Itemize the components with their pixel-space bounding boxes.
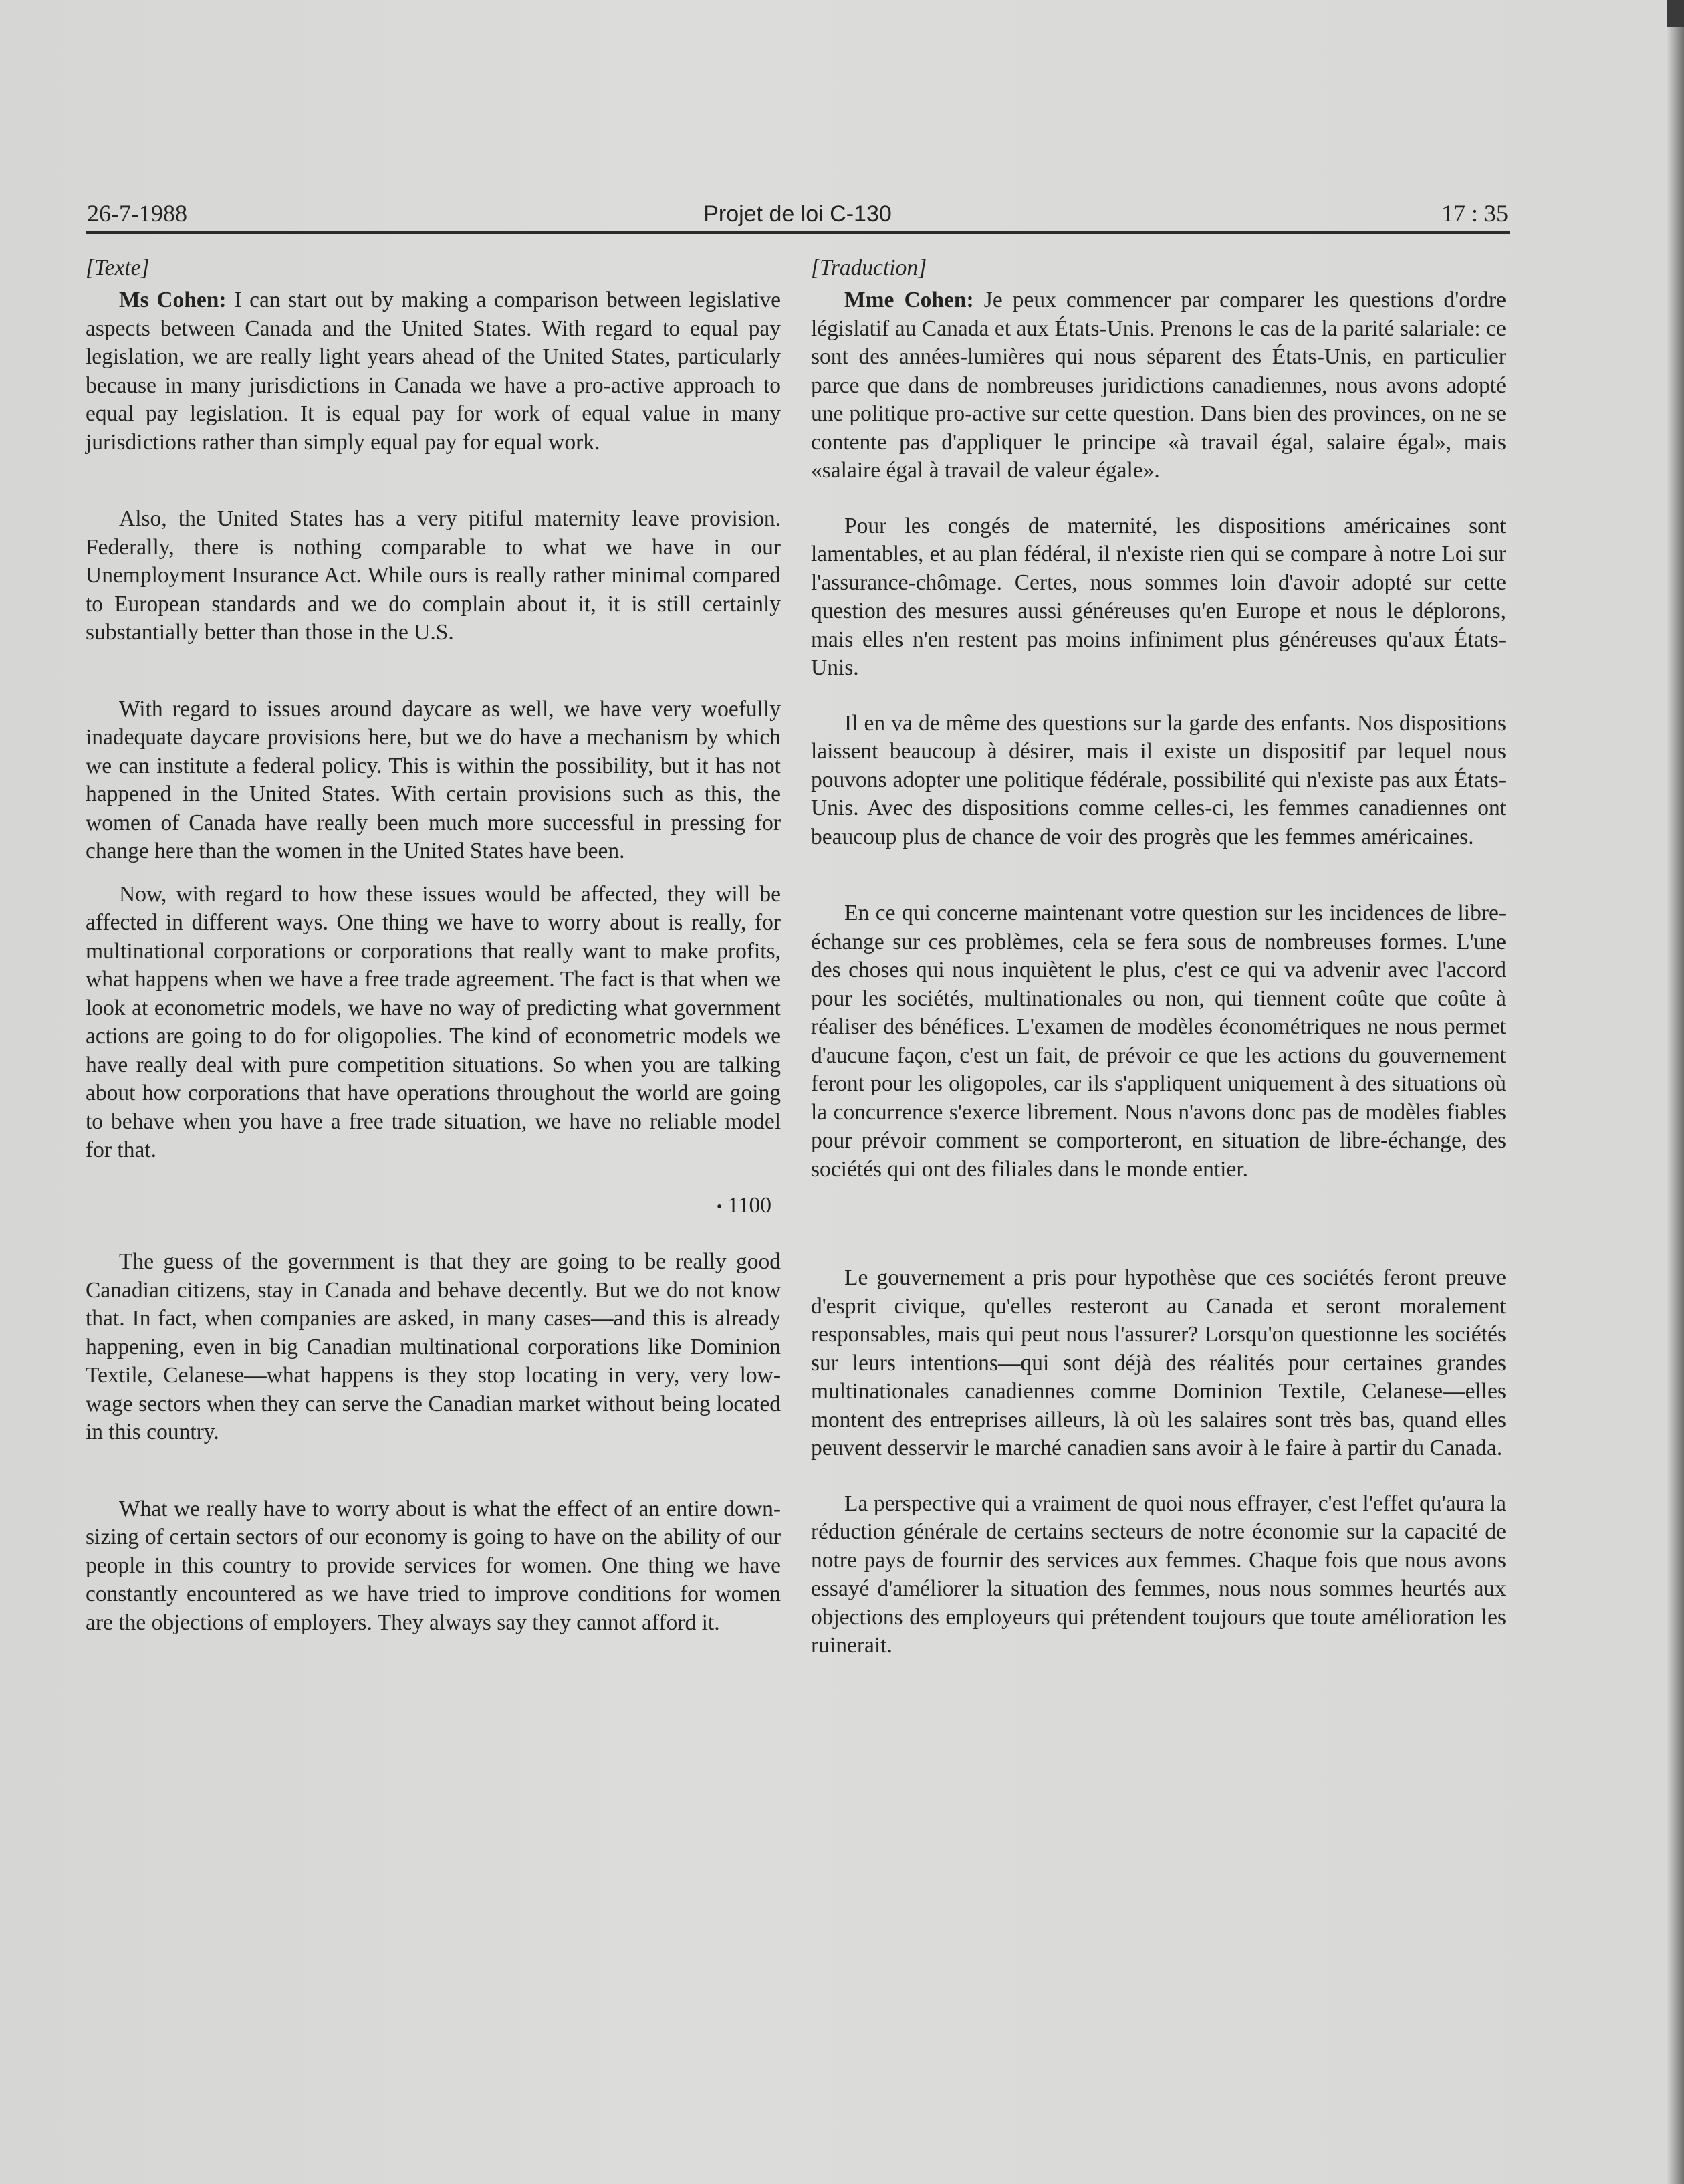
paragraph: What we really have to worry about is what the effect of an entire down-sizing of certain sectors of our economy is going to have on the ability of our people in this country to provide services for women. One thing we have constantly encountered as we have tried to improve conditions for women are the objections of employers. They always say they cannot afford it.: [86, 1496, 781, 1635]
paragraph: Mme Cohen: Je peux commencer par comparer les questions d'ordre législatif au Canada et aux États-Unis. Prenons le cas de la parité salariale: ce sont des années-lumières qui nous séparent des États-Unis, en particulier parce que dans de nombreuses juridictions canadiennes, nous avons adopté une politique pro-active sur cette question. Dans bien des provinces, on ne se contente pas d'appliquer le principe «à travail égal, salaire égal», mais «salaire égal à travail de valeur égale».: [811, 288, 1507, 483]
paragraph: Now, with regard to how these issues would be affected, they will be affected in different ways. One thing we have to worry about is really, for multinational corporations or corporations that really want to make profits, what happens when we have a free trade agreement. The fact is that when we look at econometric models, we have no way of predicting what government actions are going to do for oligopolies. The kind of econometric models we have really deal with pure competition situations. So when you are talking about how corporations that have operations throughout the world are going to behave when you have a free trade situation, we have no reliable model for that.: [86, 881, 781, 1162]
header-title: Projet de loi C-130: [703, 201, 892, 227]
column-heading: [Texte]: [86, 255, 150, 280]
paragraph: Pour les congés de maternité, les dispositions américaines sont lamentables, et au plan fédéral, il n'existe rien qui se compare à notre Loi sur l'assurance-chômage. Certes, nous sommes loin d'avoir adopté sur cette question des mesures aussi généreuses qu'en Europe et nous le déplorons, mais elles n'en restent pas moins infiniment plus généreuses qu'aux États-Unis.: [811, 513, 1506, 680]
header-page-number: 17 : 35: [1441, 200, 1508, 227]
paragraph: Also, the United States has a very pitiful maternity leave provision. Federally, there is nothing comparable to what we have in our Unemployment Insurance Act. While ours is really rather minimal compared to European standards and we do complain about it, it is still certainly substantially better than those in the U.S.: [86, 506, 781, 645]
paragraph: Il en va de même des questions sur la garde des enfants. Nos dispositions laissent beaucoup à désirer, mais il existe un dispositif par lequel nous pouvons adopter une politique fédérale, possibilité qui n'existe pas aux États-Unis. Avec des dispositions comme celles-ci, les femmes canadiennes ont beaucoup plus de chance de voir des progrès que les femmes américaines.: [811, 710, 1506, 849]
column-heading: [Traduction]: [811, 255, 927, 280]
header-date: 26-7-1988: [87, 200, 187, 227]
speaker-name: Mme Cohen:: [844, 288, 974, 312]
scan-corner-mark: [1667, 0, 1684, 27]
paragraph: En ce qui concerne maintenant votre question sur les incidences de libre-échange sur ces problèmes, cela se fera sous de nombreuses formes. L'une des choses qui nous inquiètent le plus, c'est ce qui va advenir avec l'accord pour les sociétés, multinationales ou non, qui tiennent coûte que coûte à réaliser des bénéfices. L'examen de modèles économétriques ne nous permet d'aucune façon, c'est un fait, de prévoir ce que les actions du gouvernement feront pour les oligopoles, car ils s'appliquent uniquement à des situations où la concurrence s'exerce librement. Nous n'avons donc pas de modèles fiables pour prévoir comment se comporteront, en situation de libre-échange, des sociétés qui ont des filiales dans le monde entier.: [811, 901, 1506, 1182]
time-marker: • 1100: [716, 1192, 771, 1218]
paragraph: With regard to issues around daycare as well, we have very woefully inadequate daycare provisions here, but we do have a mechanism by which we can institute a federal policy. This is within the possibility, but it has not happened in the United States. With certain provisions such as this, the women of Canada have really been much more successful in pressing for change here than the women in the United States have been.: [86, 696, 781, 863]
page-header: [86, 194, 1510, 234]
french-column: [811, 254, 1506, 1660]
paragraph: Le gouvernement a pris pour hypothèse que ces sociétés feront preuve d'esprit civique, qu'elles resteront au Canada et seront moralement responsables, mais qui peut nous l'assurer? Lorsqu'on questionne les sociétés sur leurs intentions—qui sont déjà des réalités pour certaines grandes multinationales canadiennes comme Dominion Textile, Celanese—elles montent des entreprises ailleurs, là où les salaires sont très bas, quand elles peuvent desservir le marché canadien sans avoir à le faire à partir du Canada.: [811, 1265, 1506, 1460]
paragraph: The guess of the government is that they are going to be really good Canadian citizens, stay in Canada and behave decently. But we do not know that. In fact, when companies are asked, in many cases—and this is already happening, even in big Canadian multinational corporations like Dominion Textile, Celanese—what happens is they stop locating in very, very low-wage sectors when they can serve the Canadian market without being located in this country.: [86, 1249, 781, 1445]
speaker-name: Ms Cohen:: [119, 288, 227, 312]
paragraph: La perspective qui a vraiment de quoi nous effrayer, c'est l'effet qu'aura la réduction générale de certains secteurs de notre économie sur la capacité de notre pays de fournir des services aux femmes. Chaque fois que nous avons essayé d'améliorer la situation des femmes, nous nous sommes heurtés aux objections des employeurs qui prétendent toujours que toute amélioration les ruinerait.: [811, 1491, 1506, 1658]
paragraph: Ms Cohen: I can start out by making a comparison between legislative aspects between Canada and the United States. With regard to equal pay legislation, we are really light years ahead of the United States, particularly because in many jurisdictions in Canada we have a pro-active approach to equal pay legislation. It is equal pay for work of equal value in many jurisdictions rather than simply equal pay for equal work.: [86, 288, 781, 455]
page-edge-shadow: [1667, 0, 1684, 2184]
english-column: [86, 254, 781, 1637]
